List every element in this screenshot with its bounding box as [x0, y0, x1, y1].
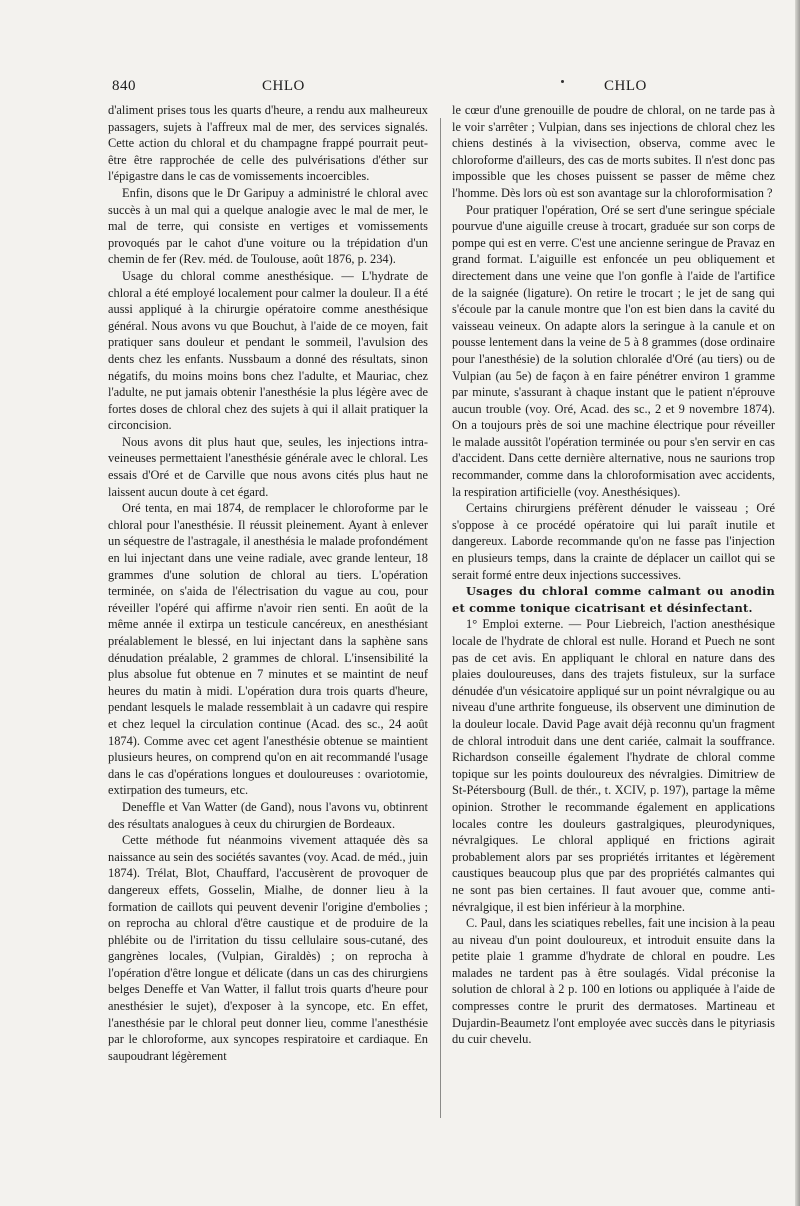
section-heading: Usages du chloral comme calmant ou anodin et comme tonique cicatrisant et désinfectant. [452, 584, 775, 615]
paragraph: Enfin, disons que le Dr Garipuy a administré le chloral avec succès à un mal qui a quelque analogie avec le mal de mer, le mal de terre, qui consiste en vertiges et vomissements provoqués par le cahot d'une voiture ou la trépidation d'un chemin de fer (Rev. méd. de Toulouse, août 1876, p. 234). [108, 185, 428, 267]
page-edge [795, 0, 800, 1206]
print-speck [561, 80, 564, 83]
right-column [452, 102, 775, 1048]
paragraph: Cette méthode fut néanmoins vivement attaquée dès sa naissance au sein des sociétés savantes (voy. Acad. de méd., juin 1874). Trélat, Blot, Chauffard, l'accusèrent de provoquer de dangereux effets, Gosselin, Mialhe, de donner lieu à la formation de caillots qui peuvent devenir l'origine d'embolies ; on reprocha au chloral d'être caustique et de produire de la phlébite ou de l'irritation du tissu cellulaire sous-cutané, des gangrènes locales, (Vulpian, Giraldès) ; on reprocha à l'opération d'être longue et délicate (dans un cas des chirurgiens belges Deneffe et Van Watter, il fallut trois quarts d'heure pour anesthésier le sujet), d'exposer à la syncope, etc. En effet, l'anesthésie par le chloral peut donner lieu, comme l'anesthésie par le chloroforme, aux syncopes respiratoire et cardiaque. En saupoudrant légèrement [108, 833, 428, 1063]
header-left-title: CHLO [262, 78, 305, 94]
paragraph: le cœur d'une grenouille de poudre de chloral, on ne tarde pas à le voir s'arrêter ; Vulpian, dans ses injections de chloral chez les chiens destinés à la vivisection, observa, comme avec le chloroforme d'ailleurs, des cas de morts subites. Il n'est donc pas impossible que les choses puissent se passer de même chez l'homme. Dès lors où est son avantage sur la chloroformisation ? [452, 103, 775, 200]
paragraph: Certains chirurgiens préfèrent dénuder le vaisseau ; Oré s'oppose à ce procédé opératoire qui lui paraît inutile et dangereux. Laborde recommande qu'on ne fasse pas l'injection en plusieurs temps, dans la crainte de déplacer un caillot qui se serait formé entre deux injections successives. [452, 501, 775, 582]
paragraph: Nous avons dit plus haut que, seules, les injections intra-veineuses permettaient l'anesthésie générale avec le chloral. Les essais d'Oré et de Carville que nous avons cités plus haut ne laissent aucun doute à cet égard. [108, 434, 428, 499]
running-header [112, 78, 772, 96]
paragraph: C. Paul, dans les sciatiques rebelles, fait une incision à la peau au niveau d'un point douloureux, et introduit ensuite dans la petite plaie 1 gramme d'hydrate de chloral en poudre. Les malades ne tardent pas à être soulagés. Vidal préconise la solution de chloral à 2 p. 100 en lotions ou appliquée à l'aide de compresses contre le prurit des dermatoses. Martineau et Dujardin-Beaumetz l'ont employée avec succès dans le pityriasis du cuir chevelu. [452, 916, 775, 1047]
paragraph: Oré tenta, en mai 1874, de remplacer le chloroforme par le chloral pour l'anesthésie. Il réussit pleinement. Ayant à enlever un séquestre de l'astragale, il anesthésia le malade profondément en lui injectant dans une veine radiale, avec grande lenteur, 18 grammes d'une solution de chloral au tiers. L'opération terminée, on s'aida de l'électrisation du vague au cou, pour réveiller l'opéré qui affirme n'avoir rien senti. En août de la même année il extirpa un testicule cancéreux, en anesthésiant préalablement le blessé, en lui injectant dans la saphène sans dénudation préalable, 2 grammes de chloral. L'insensibilité la plus absolue fut obtenue en 7 minutes et se maintint de neuf heures du matin à midi. L'opération dura trois quarts d'heure, pendant lesquels le malade ressemblait à un cadavre qui respire et chez lequel la circulation continue (Acad. des sc., 24 août 1874). Comme avec cet agent l'anesthésie obtenue se maintient plusieurs heures, on comprend qu'on en ait recommandé l'usage dans le cas d'opérations longues et douloureuses : ovariotomie, extirpation des tumeurs, etc. [108, 501, 428, 798]
paragraph: Usage du chloral comme anesthésique. — L'hydrate de chloral a été employé localement pour calmer la douleur. Il a été aussi appliqué à la chirurgie opératoire comme anesthésique général. Nous avons vu que Bouchut, à l'aide de ce moyen, fait pratiquer sans douleur et pendant le sommeil, l'avulsion des dents chez les enfants. Nussbaum a donné des résultats, sinon négatifs, du moins moins bons chez l'adulte, et Mauriac, chez l'adulte, ne put jamais obtenir l'anesthésie la plus légère avec de fortes doses de chloral chez des sujets à qui il allait pratiquer la circoncision. [108, 268, 428, 433]
column-divider [440, 118, 441, 1118]
header-right-title: CHLO [604, 78, 647, 94]
paragraph: Deneffle et Van Watter (de Gand), nous l'avons vu, obtinrent des résultats analogues à ceux du chirurgien de Bordeaux. [108, 799, 428, 831]
paragraph: Pour pratiquer l'opération, Oré se sert d'une seringue spéciale pourvue d'une aiguille creuse à trocart, graduée sur son corps de pompe qui est en verre. C'est une ancienne seringue de Pravaz en grand format. L'aiguille est enfoncée un peu obliquement et directement dans une veine que l'on gonfle à l'aide de l'artifice de la saignée (ligature). On retire le trocart ; le jet de sang qui s'écoule par la canule montre que l'on est bien dans la cavité du vaisseau veineux. On adapte alors la seringue à la canule et on pousse lentement dans la veine de 5 à 8 grammes (dose ordinaire pour l'anesthésie) de la solution chloralée d'Oré (au tiers) ou de Vulpian (au 5e) de façon à en faire pénétrer environ 1 gramme par minute, s'assurant à chaque instant que le patient n'éprouve aucun trouble (voy. Oré, Acad. des sc., 2 et 9 novembre 1874). On a toujours près de soi une machine électrique pour réveiller le malade aussitôt l'opération terminée ou pour s'en servir en cas d'accident. Dans cette dernière alternative, nous ne saurions trop recommander, comme dans la chloroformisation avec accidents, la respiration artificielle (voy. Anesthésiques). [452, 202, 775, 499]
paragraph: d'aliment prises tous les quarts d'heure, a rendu aux malheureux passagers, sujets à l'affreux mal de mer, des services signalés. Cette action du chloral et du champagne frappé pourrait peut-être être rapprochée de celle des pulvérisations d'éther sur l'épigastre dans le cas de vomissements incoercibles. [108, 103, 428, 184]
page-number: 840 [112, 78, 136, 94]
left-column [108, 102, 428, 1064]
paragraph: 1° Emploi externe. — Pour Liebreich, l'action anesthésique locale de l'hydrate de chloral est nulle. Horand et Puech ne sont pas de cet avis. En appliquant le chloral en nature dans des plaies douloureuses, dans des trajets fistuleux, sur la surface dénudée d'un vésicatoire appliqué sur un point névralgique ou au niveau d'une arthrite fongueuse, ils observent une diminution de la douleur locale. David Page avait déjà reconnu qu'un fragment de chloral introduit dans une dent cariée, calmait la souffrance. Richardson conseille également l'hydrate de chloral comme topique sur les points douloureux des névralgies. Dimitriew de St-Pétersbourg (Bull. de thér., t. XCIV, p. 197), partage la même opinion. Strother le recommande également en applications locales contre les douleurs gastralgiques, pleurodyniques, névralgiques. Le chloral appliqué en frictions agirait probablement alors par ses propriétés irritantes et légèrement caustiques beaucoup plus que par des propriétés calmantes qui ne sont pas bien certaines. Il faut avouer que, comme anti-névralgique, il est bien inférieur à la morphine. [452, 617, 775, 914]
